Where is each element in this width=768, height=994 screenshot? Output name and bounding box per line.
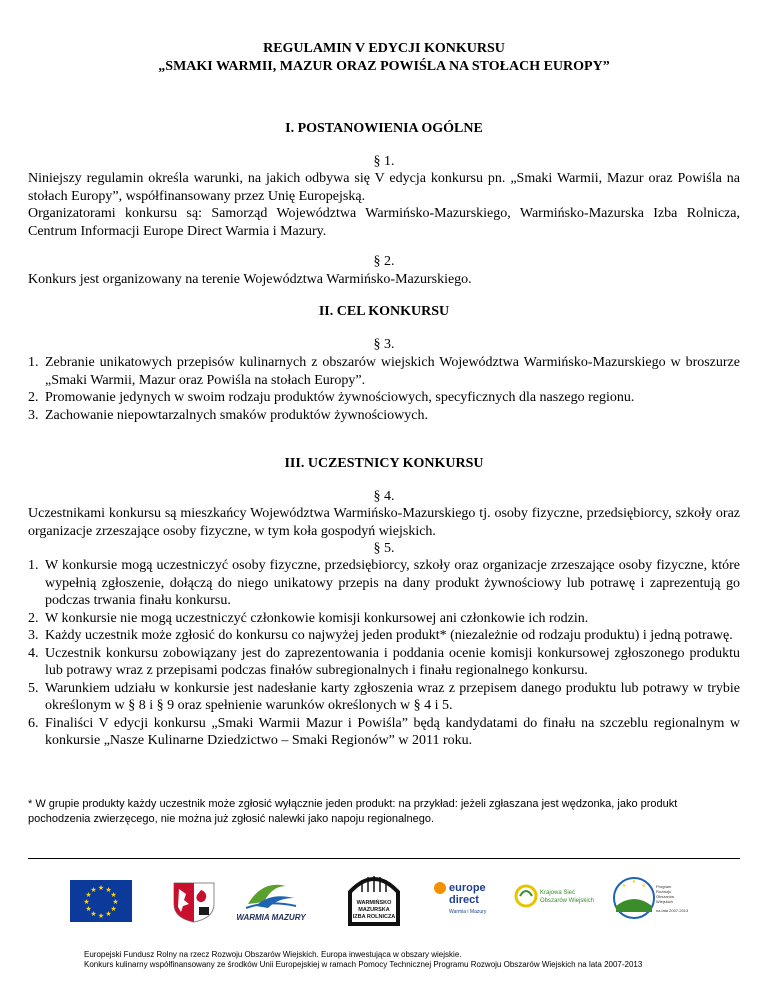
section-heading-participants: III. UCZESTNICY KONKURSU [284,456,484,471]
svg-text:★: ★ [105,886,112,894]
list-item-text: Zachowanie niepowtarzalnych smaków produktów żywnościowych. [45,407,428,423]
list-item-number: 1. [28,355,39,370]
izba-text-2: MAZURSKA [358,907,390,913]
document-title-line1: REGULAMIN V EDYCJI KONKURSU [263,41,505,56]
list-item [28,557,740,610]
eu-flag-icon [70,880,132,922]
europe-direct-text-1: europe [449,882,486,894]
list-item-number: 6. [28,715,39,731]
svg-text:★: ★ [112,898,119,906]
paragraph-mark-2: § 2. [373,254,395,269]
prow-logo [612,872,689,924]
svg-text:★: ★ [105,910,112,918]
izba-text-1: WARMIŃSKO [356,900,392,906]
prow-text-1: Program [656,884,672,889]
svg-text:★: ★ [97,912,105,920]
svg-text:★: ★ [90,886,97,894]
coat-of-arms-icon [171,880,217,924]
list-item [28,610,740,628]
svg-text:★: ★ [621,883,627,889]
list-item-text: Zebranie unikatowych przepisów kulinarnych z obszarów wiejskich Województwa Warmińsko-Mazurskiego w broszurze „Smaki Warmii, Mazur oraz Powiśla na stołach Europy”. [45,355,740,388]
footer-divider [28,858,740,859]
list-item-number: 3. [28,628,39,643]
ksow-text-1: Krajowa Sieć [540,890,576,896]
list-item-text: Uczestnik konkursu zobowiązany jest do zaprezentowania i poddania ocenie komisji konkursowej zgłoszonego produktu lub potrawy wraz z przepisami podczas finałów subregionalnych i finału regionalnego konkursu. [45,645,740,678]
document-title-line2: „SMAKI WARMII, MAZUR ORAZ POWIŚLA NA STOŁACH EUROPY” [158,59,610,74]
list-item-number: 3. [28,407,39,423]
izba-rolnicza-logo [344,868,404,926]
list-item-number: 2. [28,610,39,626]
goal-list [28,354,740,424]
svg-text:★: ★ [83,898,90,906]
paragraph-1-organizers: Organizatorami konkursu są: Samorząd Województwa Warmińsko-Mazurskiego, Warmińsko-Mazurska Izba Rolnicza, Centrum Informacji Europe Direct Warmia i Mazury. [28,206,740,239]
svg-text:★: ★ [85,905,92,913]
svg-text:★: ★ [85,891,92,899]
list-item [28,354,740,389]
footer-text [84,950,642,970]
izba-text-3: IZBA ROLNICZA [352,914,396,920]
paragraph-mark-3: § 3. [373,337,395,352]
prow-text-2: Rozwoju [656,889,672,894]
svg-text:★: ★ [641,883,647,889]
europe-direct-text-3: Warmia i Mazury [449,909,487,915]
list-item [28,627,740,645]
svg-text:★: ★ [110,891,117,899]
list-item-text: W konkursie mogą uczestniczyć osoby fizyczne, przedsiębiorcy, szkoły oraz organizacje zrzeszające osoby fizyczne, które wypełnią zgłoszenie, dołączą do niego unikatowy przepis na dany produkt żywnościowy lub potrawę i zaprezentują go podczas trwania finału konkursu. [45,558,740,608]
footer-line-1: Europejski Fundusz Rolny na rzecz Rozwoju Obszarów Wiejskich. Europa inwestująca w obszary wiejskie. [84,950,462,959]
list-item [28,645,740,680]
section-heading-general: I. POSTANOWIENIA OGÓLNE [285,121,483,136]
ksow-logo [514,878,595,918]
paragraph-1-text: Niniejszy regulamin określa warunki, na jakich odbywa się V edycja konkursu pn. „Smaki Warmii, Mazur oraz Powiśla na stołach Europy”, współfinansowany przez Unię Europejską. [28,171,740,204]
europe-direct-text-2: direct [449,894,479,906]
warmia-mazury-logo [238,872,304,926]
ksow-text-2: Obszarów Wiejskich [540,898,595,904]
list-item-text: W konkursie nie mogą uczestniczyć członkowie komisji konkursowej ani członkowie ich rodzin. [45,610,589,626]
list-item-text: Finaliści V edycji konkursu „Smaki Warmii Mazur i Powiśla” będą kandydatami do finału na szczeblu regionalnym w konkursie „Nasze Kulinarne Dziedzictwo – Smaki Regionów” w 2011 roku. [45,715,740,748]
paragraph-4-text: Uczestnikami konkursu są mieszkańcy Województwa Warmińsko-Mazurskiego tj. osoby fizyczne, przedsiębiorcy, szkoły oraz organizacje zrzeszające osoby fizyczne, w tym koła gospodyń wiejskich. [28,506,740,539]
paragraph-2-text: Konkurs jest organizowany na terenie Województwa Warmińsko-Mazurskiego. [28,272,472,287]
footnote: * W grupie produkty każdy uczestnik może zgłosić wyłącznie jeden produkt: na przykład: jeżeli zgłaszana jest wędzonka, jako produkt pochodzenia zwierzęcego, nie można już zgłosić nalewki jako napoju regionalnego. [28,798,678,825]
list-item [28,715,740,750]
list-item-text: Warunkiem udziału w konkursie jest nadesłanie karty zgłoszenia wraz z przepisem danego produktu lub potrawy w trybie określonym w § 8 i § 9 oraz spełnienie warunków określonych w § 4 i 5. [45,680,740,713]
paragraph-mark-1: § 1. [373,154,395,169]
warmia-mazury-text: WARMIA MAZURY [236,913,306,922]
europe-direct-logo [430,874,492,922]
svg-text:★: ★ [631,879,637,885]
list-item-text: Każdy uczestnik może zgłosić do konkursu co najwyżej jeden produkt* (niezależnie od rodzaju produktu) i jedną potrawę. [45,628,733,643]
list-item-number: 4. [28,645,39,661]
paragraph-mark-5: § 5. [373,541,395,556]
svg-text:★: ★ [110,905,117,913]
prow-text-3: Obszarów [656,894,675,899]
svg-text:★: ★ [97,884,105,892]
prow-text-5: na lata 2007-2013 [656,908,689,913]
list-item-number: 1. [28,558,39,573]
footer-line-2: Konkurs kulinarny współfinansowany ze środków Unii Europejskiej w ramach Pomocy Technicznej Programu Rozwoju Obszarów Wiejskich na lata 2007-2013 [84,960,643,969]
section-heading-goal: II. CEL KONKURSU [318,304,450,319]
participants-list [28,557,740,750]
svg-text:★: ★ [90,910,97,918]
list-item [28,407,740,425]
list-item-number: 5. [28,680,39,696]
list-item-number: 2. [28,390,39,405]
list-item [28,389,740,407]
prow-text-4: Wiejskich [656,899,673,904]
list-item [28,680,740,715]
paragraph-mark-4: § 4. [373,489,395,504]
sponsor-logos [28,866,740,926]
list-item-text: Promowanie jedynych w swoim rodzaju produktów żywnościowych, specyficznych dla naszego regionu. [45,390,635,405]
